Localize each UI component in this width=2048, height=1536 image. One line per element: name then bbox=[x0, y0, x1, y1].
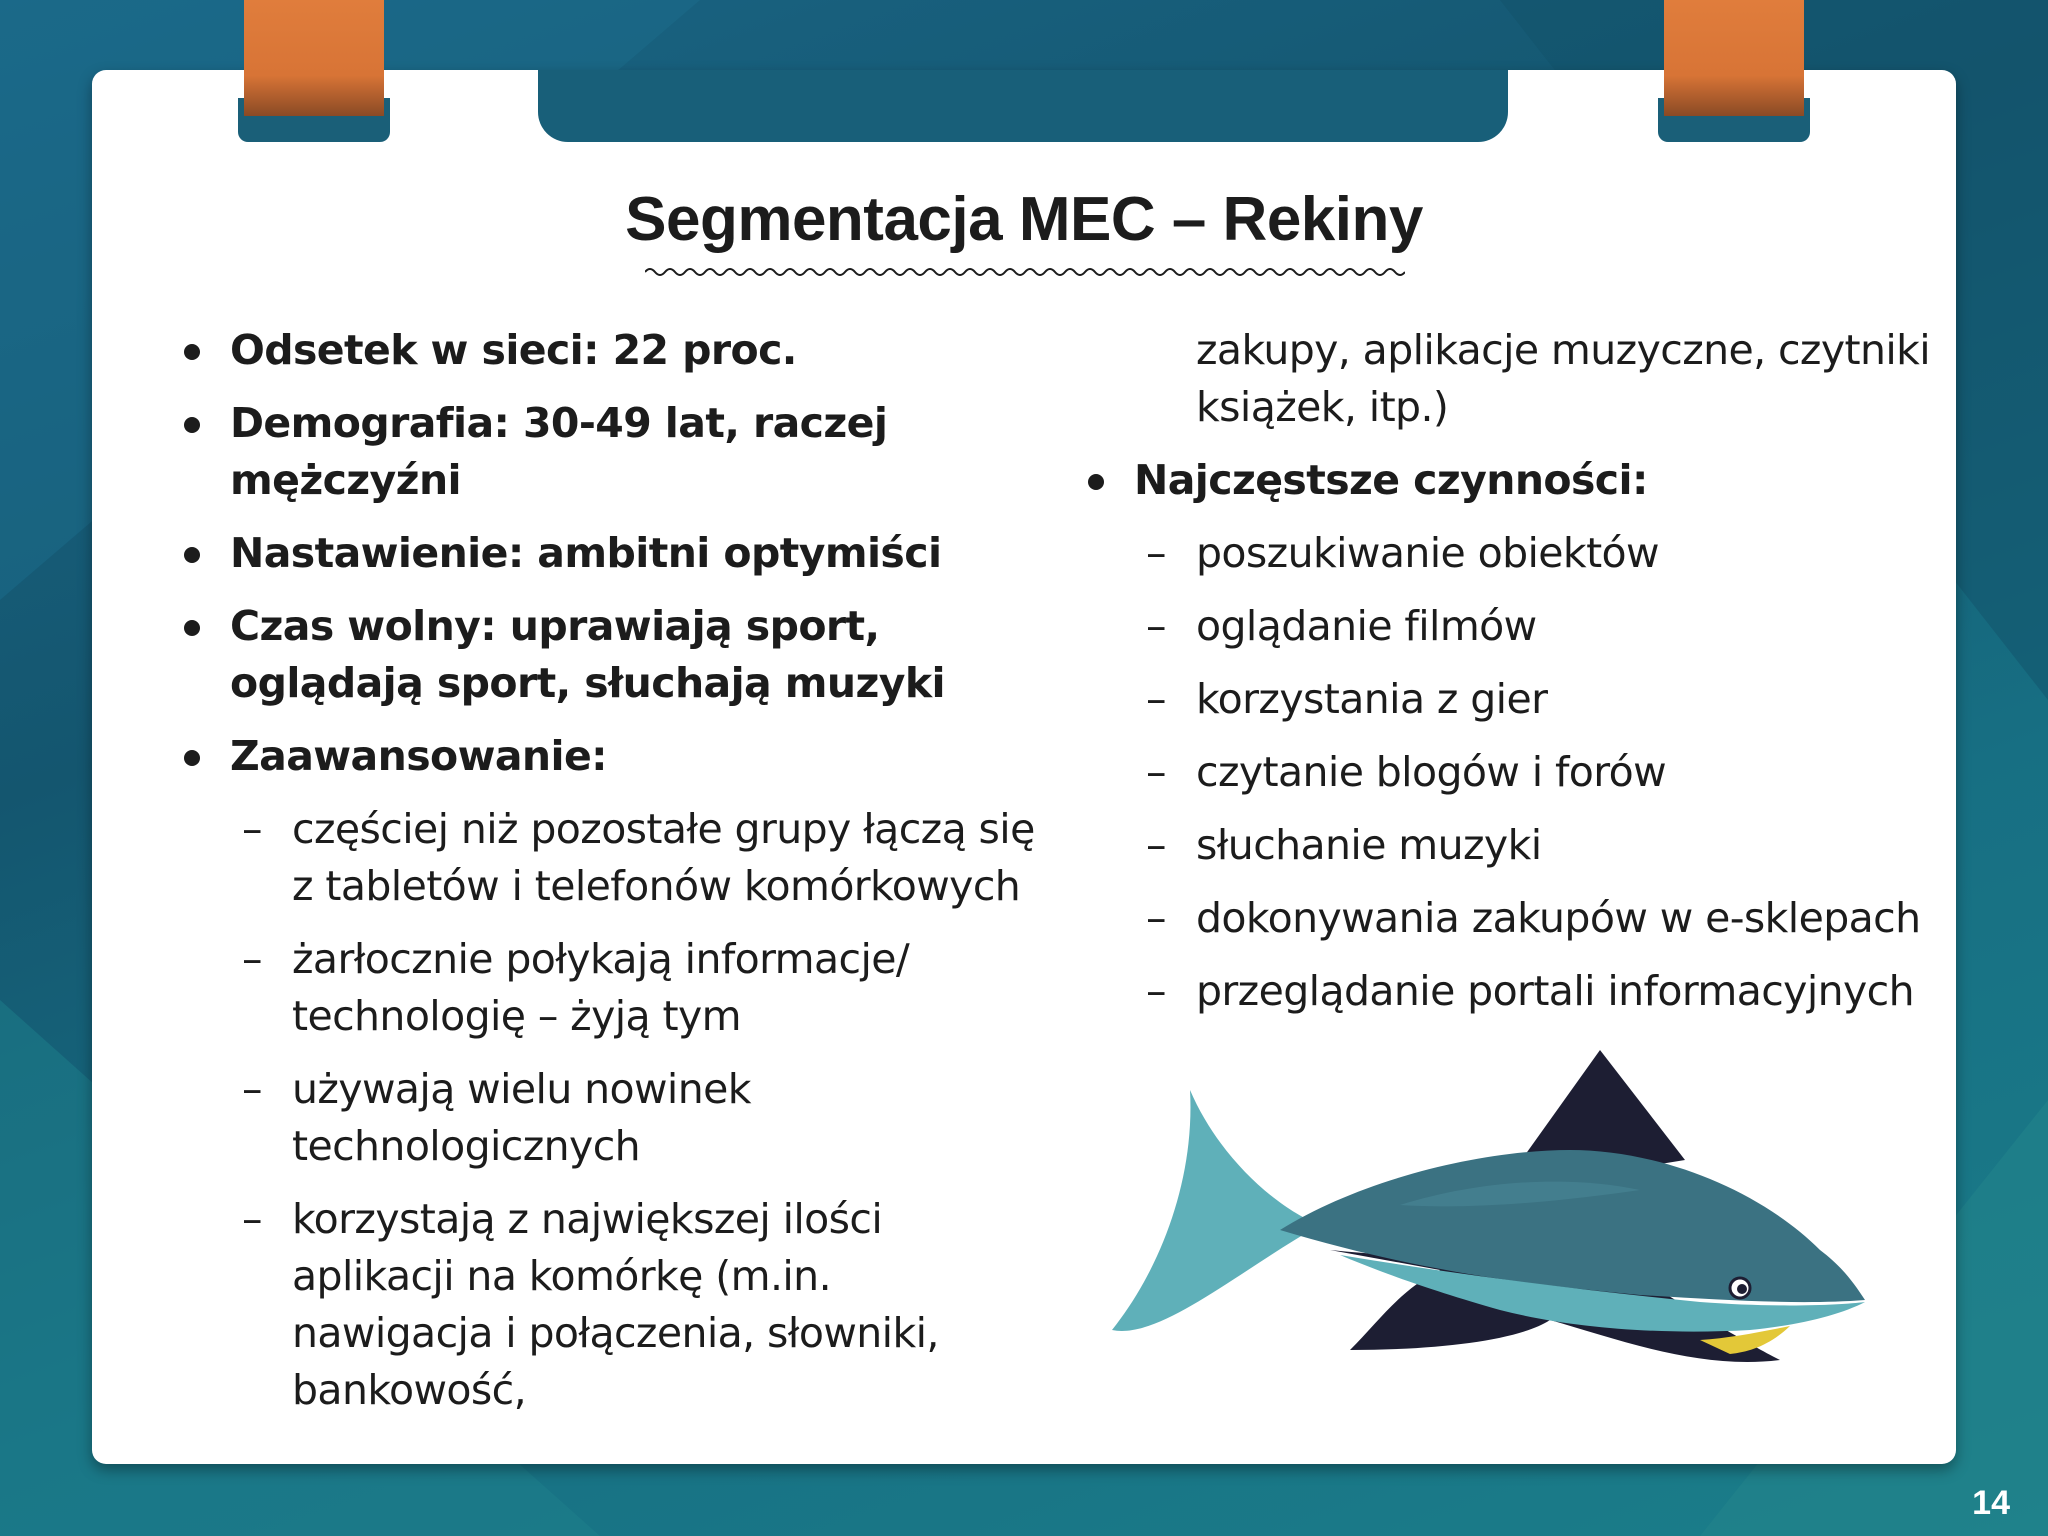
shark-body bbox=[1280, 1150, 1865, 1302]
advancement-item: – korzystają z największej ilości aplikacji na komórkę (m.in. nawigacja i połączenia, słowniki, bankowość, bbox=[242, 1195, 939, 1414]
advancement-item: – używają wielu nowinek technologicznych bbox=[242, 1065, 751, 1170]
bullet-demographics: Demografia: 30-49 lat, raczej mężczyźni bbox=[178, 395, 1038, 509]
activity-item: – dokonywania zakupów w e-sklepach bbox=[1146, 894, 1921, 942]
bullet-attitude: Nastawienie: ambitni optymiści bbox=[178, 525, 1038, 582]
advancement-item-continuation: zakupy, aplikacje muzyczne, czytniki książek, itp.) bbox=[1196, 326, 1931, 431]
activity-item: – korzystania z gier bbox=[1146, 675, 1548, 723]
binder-tab-right bbox=[1658, 0, 1810, 142]
activity-item: – oglądanie filmów bbox=[1146, 602, 1537, 650]
slide-title: Segmentacja MEC – Rekiny bbox=[625, 185, 1423, 254]
activity-item: – przeglądanie portali informacyjnych bbox=[1146, 967, 1915, 1015]
advancement-item: – żarłocznie połykają informacje/ technologię – żyją tym bbox=[242, 935, 910, 1040]
page-number: 14 bbox=[1972, 1484, 2010, 1522]
binder-tab-left bbox=[238, 0, 390, 142]
card-top-notch bbox=[538, 70, 1508, 142]
bullet-activities: Najczęstsze czynności: bbox=[1082, 452, 1942, 509]
activity-item: – poszukiwanie obiektów bbox=[1146, 529, 1659, 577]
left-column bbox=[178, 322, 1038, 1435]
bullet-share: Odsetek w sieci: 22 proc. bbox=[178, 322, 1038, 379]
title-wavy-underline bbox=[645, 264, 1405, 280]
bullet-dot-icon bbox=[184, 750, 200, 766]
bullet-dot-icon bbox=[184, 620, 200, 636]
activity-item: – czytanie blogów i forów bbox=[1146, 748, 1667, 796]
bullet-dot-icon bbox=[184, 344, 200, 360]
advancement-item: – częściej niż pozostałe grupy łączą się z tabletów i telefonów komórkowych bbox=[242, 805, 1035, 910]
bullet-dot-icon bbox=[184, 417, 200, 433]
activity-item: – słuchanie muzyki bbox=[1146, 821, 1542, 869]
bullet-advancement: Zaawansowanie: bbox=[178, 728, 1038, 785]
shark-tail bbox=[1112, 1090, 1320, 1331]
bullet-free-time: Czas wolny: uprawiają sport, oglądają sport, słuchają muzyki bbox=[178, 598, 1038, 712]
bullet-dot-icon bbox=[184, 547, 200, 563]
bullet-dot-icon bbox=[1088, 474, 1104, 490]
right-column bbox=[1082, 322, 1942, 1036]
shark-illustration bbox=[1100, 1040, 1900, 1420]
